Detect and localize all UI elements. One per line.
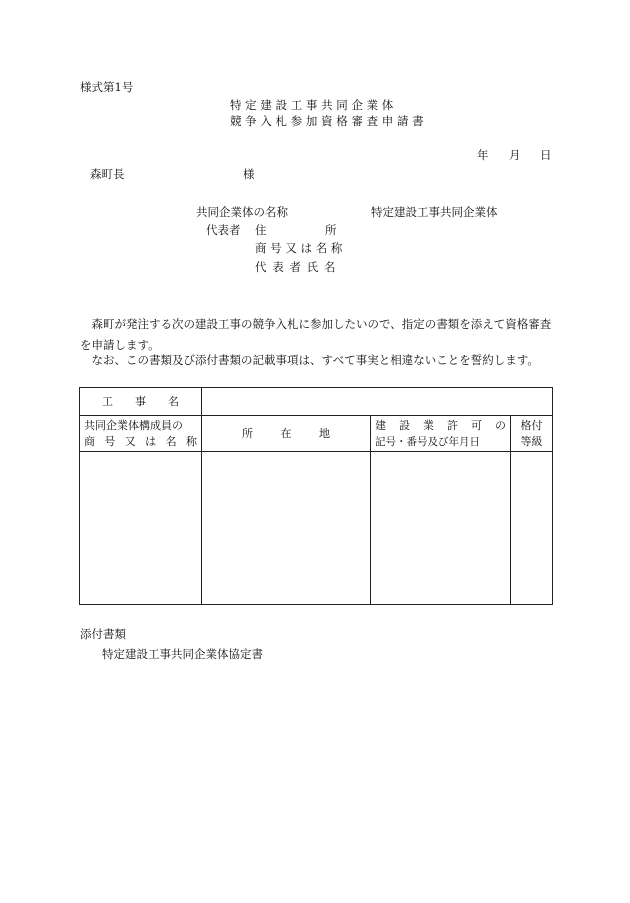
member-header-char: は <box>145 434 157 448</box>
license-entry-cell[interactable] <box>371 452 511 605</box>
representative-label: 代表者 <box>206 223 241 237</box>
form-number: 様式第1号 <box>80 80 134 94</box>
trade-name-label: 商号又は名称 <box>255 241 347 255</box>
location-entry-cell[interactable] <box>202 452 371 605</box>
license-header-char: 建 <box>375 418 386 432</box>
representative-name-label: 代表者氏名 <box>255 260 342 274</box>
application-statement: 森町が発注する次の建設工事の競争入札に参加したいので、指定の書類を添えて資格審査を申請します。 <box>80 317 552 352</box>
work-name-value-cell[interactable] <box>202 388 553 416</box>
rating-header-line1: 格付 <box>520 418 543 432</box>
work-name-label-cell <box>80 388 202 416</box>
header-row <box>80 416 553 452</box>
member-header-char: 又 <box>124 434 136 448</box>
location-header-char: 在 <box>280 427 292 440</box>
license-header-char: 設 <box>399 418 410 432</box>
license-header-line2: 記号・番号及び年月日 <box>375 435 480 448</box>
member-header-char: 称 <box>185 434 197 448</box>
member-header-cell <box>80 416 202 452</box>
work-name-label-char: 工 <box>102 395 113 408</box>
member-entry-cell[interactable] <box>80 452 202 605</box>
member-header-char: 名 <box>165 434 177 448</box>
location-header-cell <box>202 416 371 452</box>
date-year-label: 年 <box>477 148 489 162</box>
table-row <box>80 452 553 605</box>
license-header-char: の <box>495 418 506 432</box>
work-name-label-char: 事 <box>135 395 146 408</box>
title-line-1: 特定建設工事共同企業体 <box>230 98 397 112</box>
license-header-char: 業 <box>423 418 434 432</box>
rating-header-line2: 等級 <box>520 434 543 448</box>
license-header-char: 許 <box>447 418 458 432</box>
work-name-row <box>80 388 553 416</box>
attachment-item: 特定建設工事共同企業体協定書 <box>102 647 263 661</box>
date-month-label: 月 <box>509 148 521 162</box>
address-label-part2: 所 <box>325 223 337 237</box>
rating-entry-cell[interactable] <box>511 452 553 605</box>
addressee-honorific: 様 <box>243 167 255 181</box>
jv-name-label: 共同企業体の名称 <box>196 205 288 219</box>
work-name-label-char: 名 <box>168 395 179 408</box>
jv-name-value: 特定建設工事共同企業体 <box>371 205 498 219</box>
attachments-heading: 添付書類 <box>80 627 126 641</box>
location-header-char: 所 <box>242 427 253 440</box>
license-header-cell <box>371 416 511 452</box>
member-header-line1: 共同企業体構成員の <box>84 418 183 432</box>
rating-header-cell <box>511 416 553 452</box>
member-header-char: 号 <box>104 434 116 448</box>
location-header-char: 地 <box>319 427 330 440</box>
address-label-part1: 住 <box>255 223 267 237</box>
date-day-label: 日 <box>540 148 552 162</box>
addressee-name: 森町長 <box>90 167 125 181</box>
license-header-char: 可 <box>471 418 482 432</box>
pledge-statement: なお、この書類及び添付書類の記載事項は、すべて事実と相違ないことを誓約します。 <box>91 353 539 367</box>
member-header-char: 商 <box>84 434 95 448</box>
title-line-2: 競争入札参加資格審査申請書 <box>230 114 428 128</box>
construction-work-table <box>79 387 553 605</box>
